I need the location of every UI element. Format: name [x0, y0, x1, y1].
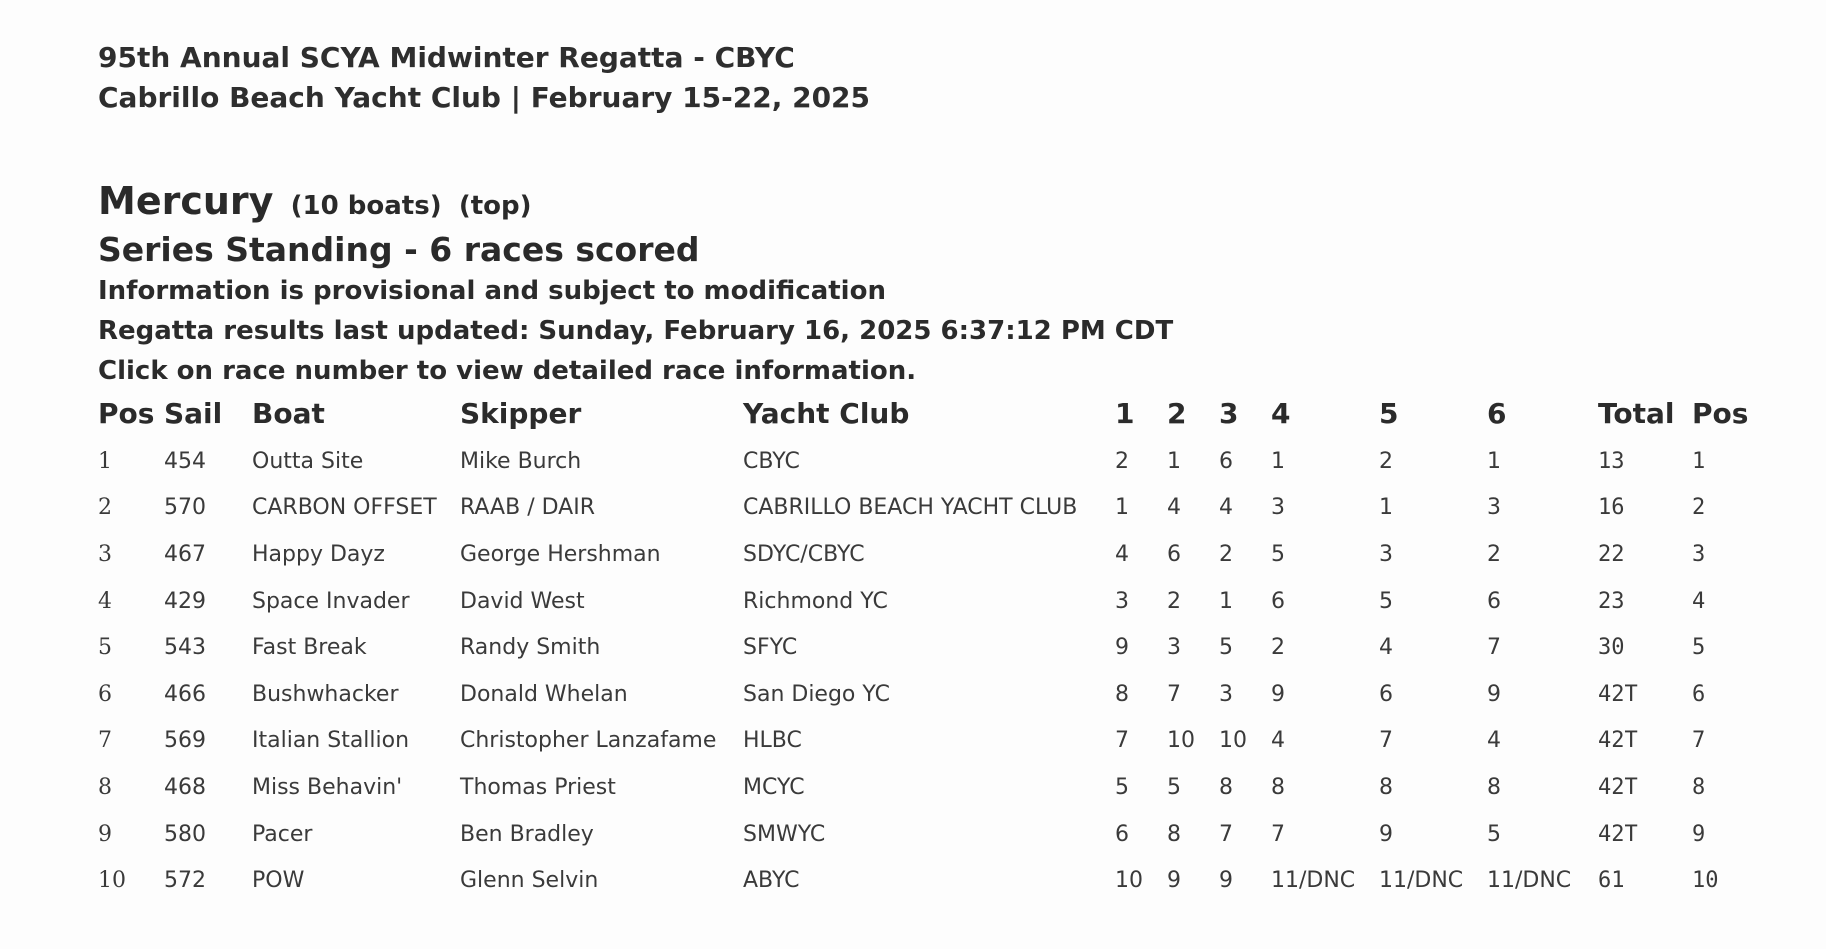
race-2-score: 7: [1167, 681, 1181, 707]
race-2-score: 6: [1167, 541, 1181, 567]
col-sail: Sail: [164, 396, 223, 430]
race-6-score: 5: [1487, 821, 1501, 847]
race-4-score: 9: [1271, 681, 1285, 707]
provisional-notice: Information is provisional and subject to modification: [98, 276, 886, 306]
race-6-score: 11/DNC: [1487, 868, 1572, 894]
race-4-score: 6: [1271, 588, 1285, 614]
skipper-name: RAAB / DAIR: [460, 495, 595, 521]
row-position: 10: [98, 868, 126, 894]
row-position: 8: [98, 774, 112, 800]
boat-name: Space Invader: [252, 588, 410, 614]
table-row: [98, 578, 1778, 625]
table-row: [98, 764, 1778, 811]
race-6-score: 4: [1487, 728, 1501, 754]
race-3-score: 10: [1219, 728, 1247, 754]
race-5-score: 1: [1379, 495, 1393, 521]
table-row: [98, 438, 1778, 485]
table-header-row: [98, 388, 1778, 438]
final-position: 1: [1692, 448, 1706, 474]
race-3-score: 8: [1219, 774, 1233, 800]
race-3-score: 7: [1219, 821, 1233, 847]
boat-name: CARBON OFFSET: [252, 495, 437, 521]
race-3-score: 2: [1219, 541, 1233, 567]
sail-number: 467: [164, 541, 206, 567]
race-6-score: 8: [1487, 774, 1501, 800]
race-1-link[interactable]: 1: [1115, 396, 1135, 430]
race-4-score: 2: [1271, 635, 1285, 661]
skipper-name: Donald Whelan: [460, 681, 628, 707]
row-position: 1: [98, 448, 112, 474]
regatta-heading: [98, 38, 870, 118]
race-4-score: 7: [1271, 821, 1285, 847]
skipper-name: Glenn Selvin: [460, 868, 599, 894]
race-5-score: 11/DNC: [1379, 868, 1464, 894]
sail-number: 429: [164, 588, 206, 614]
final-position: 10: [1692, 868, 1719, 894]
race-2-score: 5: [1167, 774, 1181, 800]
table-row: [98, 671, 1778, 718]
race-5-score: 2: [1379, 448, 1393, 474]
race-3-score: 1: [1219, 588, 1233, 614]
yacht-club: SMWYC: [743, 821, 826, 847]
results-body: [98, 438, 1778, 904]
col-pos: Pos: [98, 396, 155, 430]
race-1-score: 2: [1115, 448, 1129, 474]
race-3-score: 4: [1219, 495, 1233, 521]
race-2-score: 3: [1167, 635, 1181, 661]
yacht-club: CABRILLO BEACH YACHT CLUB: [743, 495, 1078, 521]
yacht-club: SDYC/CBYC: [743, 541, 865, 567]
skipper-name: Thomas Priest: [460, 774, 616, 800]
boat-name: Happy Dayz: [252, 541, 385, 567]
race-1-score: 9: [1115, 635, 1129, 661]
race-2-score: 1: [1167, 448, 1181, 474]
boat-name: Italian Stallion: [252, 728, 410, 754]
race-4-score: 5: [1271, 541, 1285, 567]
regatta-subtitle: Cabrillo Beach Yacht Club | February 15-22, 2025: [98, 81, 871, 114]
race-4-link[interactable]: 4: [1271, 396, 1291, 430]
class-title: [98, 178, 1173, 229]
race-1-score: 7: [1115, 728, 1129, 754]
yacht-club: HLBC: [743, 728, 802, 754]
race-1-score: 10: [1115, 868, 1143, 894]
class-name: Mercury: [98, 179, 274, 223]
boat-name: Bushwhacker: [252, 681, 399, 707]
skipper-name: Ben Bradley: [460, 821, 594, 847]
final-position: 5: [1692, 635, 1706, 661]
row-position: 3: [98, 541, 112, 567]
boat-name: Miss Behavin': [252, 774, 403, 800]
race-2-score: 10: [1167, 728, 1195, 754]
race-instructions: Click on race number to view detailed race information.: [98, 356, 917, 386]
yacht-club: ABYC: [743, 868, 800, 894]
sail-number: 572: [164, 868, 206, 894]
last-updated: Regatta results last updated: Sunday, February 16, 2025 6:37:12 PM CDT: [98, 316, 1174, 346]
series-standing: Series Standing - 6 races scored: [98, 230, 700, 269]
race-5-score: 6: [1379, 681, 1393, 707]
race-5-score: 3: [1379, 541, 1393, 567]
total-points: 42T: [1598, 681, 1638, 707]
table-row: [98, 531, 1778, 578]
row-position: 7: [98, 728, 112, 754]
race-2-score: 2: [1167, 588, 1181, 614]
race-5-score: 9: [1379, 821, 1393, 847]
row-position: 2: [98, 495, 112, 521]
race-5-score: 7: [1379, 728, 1393, 754]
race-5-score: 8: [1379, 774, 1393, 800]
race-2-score: 9: [1167, 868, 1181, 894]
race-4-score: 8: [1271, 774, 1285, 800]
race-6-score: 3: [1487, 495, 1501, 521]
race-1-score: 1: [1115, 495, 1129, 521]
col-total: Total: [1598, 396, 1675, 430]
race-6-link[interactable]: 6: [1487, 396, 1507, 430]
sail-number: 580: [164, 821, 206, 847]
final-position: 6: [1692, 681, 1706, 707]
row-position: 6: [98, 681, 112, 707]
final-position: 7: [1692, 728, 1706, 754]
race-6-score: 6: [1487, 588, 1501, 614]
total-points: 61: [1598, 868, 1625, 894]
total-points: 42T: [1598, 774, 1638, 800]
race-4-score: 1: [1271, 448, 1285, 474]
table-row: [98, 857, 1778, 904]
boat-name: Fast Break: [252, 635, 367, 661]
table-row: [98, 624, 1778, 671]
regatta-title: 95th Annual SCYA Midwinter Regatta - CBYC: [98, 41, 795, 74]
boat-count: (10 boats): [290, 191, 442, 221]
total-points: 23: [1598, 588, 1625, 614]
total-points: 42T: [1598, 728, 1638, 754]
race-1-score: 3: [1115, 588, 1129, 614]
boat-name: Outta Site: [252, 448, 364, 474]
col-yacht-club: Yacht Club: [743, 396, 910, 430]
race-5-score: 5: [1379, 588, 1393, 614]
race-6-score: 9: [1487, 681, 1501, 707]
final-position: 8: [1692, 774, 1706, 800]
race-6-score: 1: [1487, 448, 1501, 474]
skipper-name: Mike Burch: [460, 448, 582, 474]
boat-name: Pacer: [252, 821, 313, 847]
sail-number: 570: [164, 495, 206, 521]
final-position: 9: [1692, 821, 1706, 847]
results-table: [98, 388, 1778, 904]
total-points: 13: [1598, 448, 1625, 474]
race-1-score: 4: [1115, 541, 1129, 567]
yacht-club: MCYC: [743, 774, 805, 800]
total-points: 42T: [1598, 821, 1638, 847]
race-6-score: 7: [1487, 635, 1501, 661]
total-points: 16: [1598, 495, 1625, 521]
yacht-club: San Diego YC: [743, 681, 890, 707]
sail-number: 466: [164, 681, 206, 707]
race-2-link[interactable]: 2: [1167, 396, 1187, 430]
race-4-score: 4: [1271, 728, 1285, 754]
race-4-score: 11/DNC: [1271, 868, 1356, 894]
yacht-club: Richmond YC: [743, 588, 888, 614]
race-2-score: 8: [1167, 821, 1181, 847]
row-position: 4: [98, 588, 112, 614]
sail-number: 468: [164, 774, 206, 800]
final-position: 4: [1692, 588, 1706, 614]
race-5-score: 4: [1379, 635, 1393, 661]
skipper-name: Christopher Lanzafame: [460, 728, 717, 754]
race-4-score: 3: [1271, 495, 1285, 521]
sail-number: 454: [164, 448, 206, 474]
race-5-link[interactable]: 5: [1379, 396, 1399, 430]
top-link[interactable]: (top): [458, 191, 532, 221]
skipper-name: David West: [460, 588, 585, 614]
race-6-score: 2: [1487, 541, 1501, 567]
final-position: 3: [1692, 541, 1706, 567]
row-position: 5: [98, 635, 112, 661]
race-1-score: 5: [1115, 774, 1129, 800]
skipper-name: George Hershman: [460, 541, 661, 567]
race-3-score: 9: [1219, 868, 1233, 894]
class-info: [98, 178, 1173, 391]
table-row: [98, 485, 1778, 532]
row-position: 9: [98, 821, 112, 847]
sail-number: 543: [164, 635, 206, 661]
col-boat: Boat: [252, 396, 325, 430]
yacht-club: CBYC: [743, 448, 800, 474]
col-skipper: Skipper: [460, 396, 582, 430]
race-2-score: 4: [1167, 495, 1181, 521]
race-3-score: 5: [1219, 635, 1233, 661]
yacht-club: SFYC: [743, 635, 798, 661]
race-3-score: 6: [1219, 448, 1233, 474]
total-points: 22: [1598, 541, 1625, 567]
table-row: [98, 811, 1778, 858]
sail-number: 569: [164, 728, 206, 754]
race-3-score: 3: [1219, 681, 1233, 707]
final-position: 2: [1692, 495, 1706, 521]
race-1-score: 6: [1115, 821, 1129, 847]
table-row: [98, 718, 1778, 765]
race-1-score: 8: [1115, 681, 1129, 707]
boat-name: POW: [252, 868, 305, 894]
skipper-name: Randy Smith: [460, 635, 601, 661]
race-3-link[interactable]: 3: [1219, 396, 1239, 430]
col-final-pos: Pos: [1692, 396, 1749, 430]
total-points: 30: [1598, 635, 1625, 661]
